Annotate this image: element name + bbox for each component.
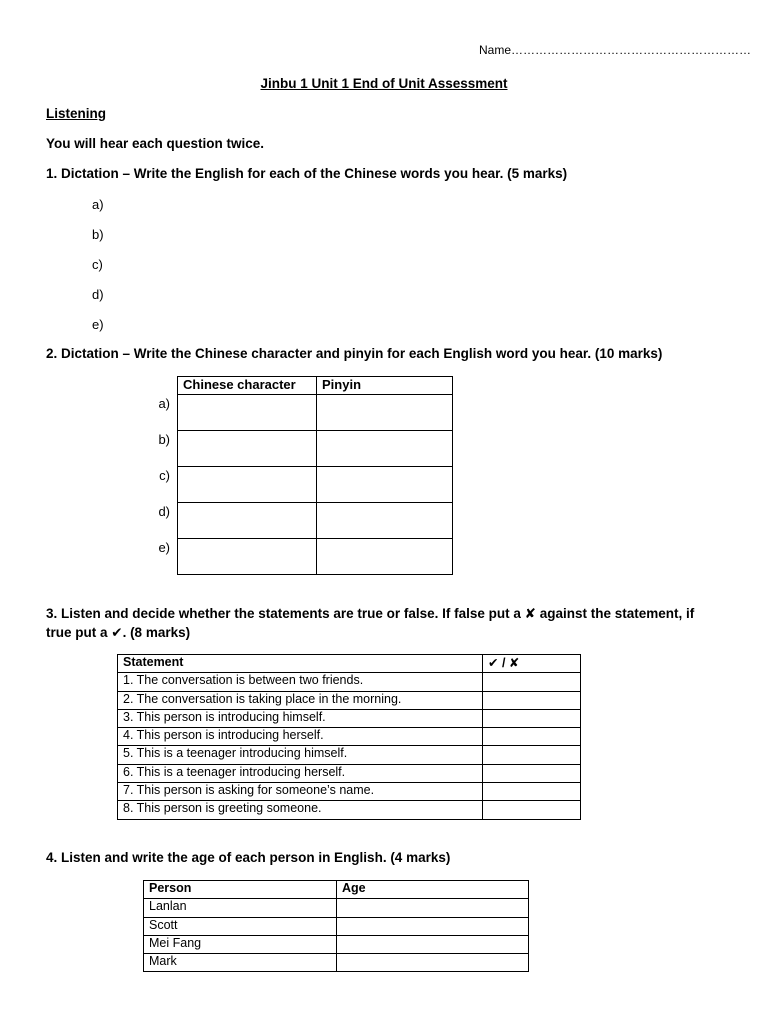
statement-cell: 6. This is a teenager introducing herself. <box>118 764 483 782</box>
answer-cell[interactable] <box>317 503 453 539</box>
page-title: Jinbu 1 Unit 1 End of Unit Assessment <box>260 76 508 91</box>
table-row <box>144 954 529 972</box>
person-cell: Mark <box>144 954 337 972</box>
answer-cell[interactable] <box>337 899 529 917</box>
answer-cell[interactable] <box>337 954 529 972</box>
q1-item-e: e) <box>92 317 104 332</box>
statement-cell: 5. This is a teenager introducing himself. <box>118 746 483 764</box>
section-heading: Listening <box>46 106 106 121</box>
table-row <box>118 746 581 764</box>
q4-table <box>143 880 529 972</box>
answer-cell[interactable] <box>483 673 581 691</box>
q2-row-label-d: d) <box>158 504 170 519</box>
answer-cell[interactable] <box>178 395 317 431</box>
answer-cell[interactable] <box>337 917 529 935</box>
table-row <box>118 764 581 782</box>
answer-cell[interactable] <box>317 467 453 503</box>
q1-prompt: 1. Dictation – Write the English for each of the Chinese words you hear. (5 marks) <box>46 166 568 181</box>
table-row <box>118 728 581 746</box>
q1-item-a: a) <box>92 197 104 212</box>
answer-cell[interactable] <box>317 395 453 431</box>
q2-row-label-c: c) <box>159 468 170 483</box>
q1-item-b: b) <box>92 227 104 242</box>
q1-item-c: c) <box>92 257 103 272</box>
table-row <box>144 899 529 917</box>
answer-cell[interactable] <box>483 728 581 746</box>
q3-header-tick-cross: ✔ / ✘ <box>483 655 581 673</box>
answer-cell[interactable] <box>483 783 581 801</box>
statement-cell: 4. This person is introducing herself. <box>118 728 483 746</box>
answer-cell[interactable] <box>483 801 581 819</box>
q3-prompt-line2: true put a ✔. (8 marks) <box>46 625 191 640</box>
table-row <box>178 431 453 467</box>
name-field-line[interactable]: Name…………………………………………………… <box>479 43 752 57</box>
answer-cell[interactable] <box>317 539 453 575</box>
person-cell: Scott <box>144 917 337 935</box>
q2-table <box>177 376 453 575</box>
answer-cell[interactable] <box>178 503 317 539</box>
answer-cell[interactable] <box>483 709 581 727</box>
q3-prompt-line1: 3. Listen and decide whether the statements are true or false. If false put a ✘ against the statement, if <box>46 606 695 621</box>
answer-cell[interactable] <box>483 764 581 782</box>
table-row <box>178 539 453 575</box>
table-row <box>118 673 581 691</box>
statement-cell: 3. This person is introducing himself. <box>118 709 483 727</box>
intro-text: You will hear each question twice. <box>46 136 265 151</box>
answer-cell[interactable] <box>483 691 581 709</box>
person-cell: Lanlan <box>144 899 337 917</box>
q3-header-statement: Statement <box>118 655 483 673</box>
table-row <box>118 691 581 709</box>
person-cell: Mei Fang <box>144 935 337 953</box>
q2-header-chinese: Chinese character <box>178 377 317 395</box>
q3-table <box>117 654 581 820</box>
table-row <box>118 709 581 727</box>
q2-prompt: 2. Dictation – Write the Chinese character and pinyin for each English word you hear. (10 marks) <box>46 346 663 361</box>
q4-header-age: Age <box>337 881 529 899</box>
answer-cell[interactable] <box>178 431 317 467</box>
answer-cell[interactable] <box>317 431 453 467</box>
q2-row-label-b: b) <box>158 432 170 447</box>
answer-cell[interactable] <box>337 935 529 953</box>
q2-row-label-e: e) <box>158 540 170 555</box>
q4-header-person: Person <box>144 881 337 899</box>
answer-cell[interactable] <box>178 467 317 503</box>
statement-cell: 1. The conversation is between two friends. <box>118 673 483 691</box>
table-row <box>178 467 453 503</box>
table-row <box>118 801 581 819</box>
statement-cell: 7. This person is asking for someone’s name. <box>118 783 483 801</box>
statement-cell: 8. This person is greeting someone. <box>118 801 483 819</box>
table-row <box>144 917 529 935</box>
table-row <box>178 503 453 539</box>
answer-cell[interactable] <box>178 539 317 575</box>
answer-cell[interactable] <box>483 746 581 764</box>
table-row <box>178 395 453 431</box>
table-row <box>118 783 581 801</box>
q2-header-pinyin: Pinyin <box>317 377 453 395</box>
q1-item-d: d) <box>92 287 104 302</box>
q2-row-label-a: a) <box>158 396 170 411</box>
statement-cell: 2. The conversation is taking place in the morning. <box>118 691 483 709</box>
table-row <box>144 935 529 953</box>
q4-prompt: 4. Listen and write the age of each person in English. (4 marks) <box>46 850 451 865</box>
